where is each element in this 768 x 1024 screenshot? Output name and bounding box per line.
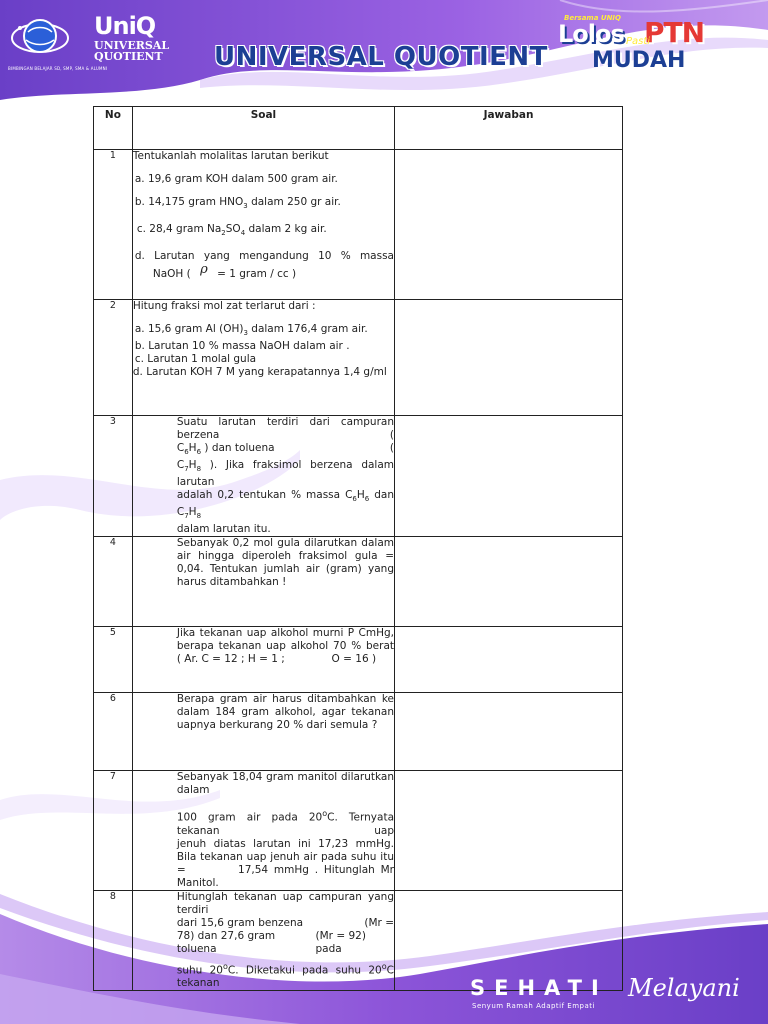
question-line-1: Suatu larutan terdiri dari campuran berzena (	[176, 416, 394, 441]
question-cell	[132, 771, 398, 891]
question-line-5: dalam larutan itu.	[176, 523, 271, 536]
table-row	[94, 537, 623, 627]
footer-subtitle: Senyum Ramah Adaptif Empati	[472, 1002, 595, 1010]
question-intro: Hitung fraksi mol zat terlarut dari :	[132, 300, 316, 312]
row-number: 5	[94, 627, 133, 693]
question-item-d-cont: NaOH ( ρ = 1 gram / cc )	[152, 262, 297, 281]
question-line-3: $C_7H_8$ ). Jika fraksimol berzena dalam larutan	[176, 459, 394, 489]
table-row	[94, 771, 623, 891]
globe-icon	[10, 10, 72, 64]
logo-line2: QUOTIENT	[94, 50, 163, 63]
question-cell	[132, 890, 394, 991]
table-row	[94, 627, 623, 693]
answer-cell[interactable]	[395, 627, 623, 693]
question-item-d: d. Larutan KOH 7 M yang kerapatannya 1,4 g/ml	[132, 366, 387, 379]
question-line-2: $C_6H_6$ ) dan toluena (	[176, 442, 394, 457]
logo-tagline: BIMBINGAN BELAJAR SD, SMP, SMA & ALUMNI	[8, 66, 108, 71]
question-table	[93, 106, 623, 991]
question-item-a: a. 19,6 gram KOH dalam 500 gram air.	[134, 173, 338, 185]
question-item-a: a. 15,6 gram Al $(OH)_3$ dalam 176,4 gram air.	[134, 323, 368, 338]
header-no: No	[94, 107, 133, 150]
promo-small: Bersama UNIQ	[564, 14, 621, 22]
question-cell	[132, 150, 394, 300]
answer-cell[interactable]	[395, 693, 623, 771]
answer-cell[interactable]	[395, 537, 623, 627]
question-line-2: 100 gram air pada 20$^o$C. Ternyata tekanan uap	[176, 809, 394, 837]
table-row	[94, 693, 623, 771]
question-item-c: c. Larutan 1 molal gula	[134, 353, 257, 366]
question-line-2: dari 15,6 gram benzena (Mr =	[176, 916, 394, 929]
table-row	[94, 300, 623, 416]
footer-brand	[470, 976, 750, 1016]
row-number: 7	[94, 771, 133, 891]
melayani-script: Melayani	[628, 974, 740, 1002]
row-number: 4	[94, 537, 133, 627]
row-number: 2	[94, 300, 133, 416]
question-line-rest: jenuh diatas larutan ini 17,23 mmHg. Bila tekanan uap jenuh air pada suhu itu = 17,54 mmHg . Hitunglah Mr Manitol.	[176, 837, 398, 889]
answer-cell[interactable]	[395, 300, 623, 416]
question-item-d: d. Larutan yang mengandung 10 % massa	[134, 250, 394, 263]
answer-cell[interactable]	[395, 416, 623, 537]
row-number: 1	[94, 150, 133, 300]
question-line-1: Hitunglah tekanan uap campuran yang terdiri	[176, 890, 394, 916]
header-soal: Soal	[132, 107, 394, 150]
table-row	[94, 416, 623, 537]
header-jawaban: Jawaban	[395, 107, 623, 150]
question-line-1: Sebanyak 18,04 gram manitol dilarutkan dalam	[176, 771, 394, 797]
question-item-b: b. Larutan 10 % massa NaOH dalam air .	[134, 340, 350, 353]
page-title: UNIVERSAL QUOTIENT	[214, 42, 548, 72]
question-intro: Tentukanlah molalitas larutan berikut	[132, 150, 329, 162]
question-cell: Sebanyak 0,2 mol gula dilarutkan dalam air hingga diperoleh fraksimol gula = 0,04. Tentukan jumlah air (gram) yang harus ditambahkan !	[132, 537, 394, 627]
uniq-logo	[8, 8, 208, 70]
table-header-row	[94, 107, 623, 150]
promo-ptn: PTN	[644, 16, 705, 49]
question-cell	[132, 300, 394, 416]
sehati-wordmark: SEHATI	[470, 976, 608, 1000]
logo-line1: UNIVERSAL	[94, 39, 170, 52]
question-cell	[132, 416, 394, 537]
question-line-4: suhu 20$^o$C. Diketakui pada suhu 20$^o$C tekanan	[176, 961, 394, 990]
question-item-c: c. 28,4 gram $Na_2SO_4$ dalam 2 kg air.	[136, 223, 327, 238]
row-number: 6	[94, 693, 133, 771]
row-number: 3	[94, 416, 133, 537]
question-item-b: b. 14,175 gram $HNO_3$ dalam 250 gr air.	[134, 196, 341, 211]
logo-name	[94, 40, 169, 62]
promo-logo	[556, 12, 756, 78]
table-row	[94, 150, 623, 300]
question-cell: Berapa gram air harus ditambahkan ke dalam 184 gram alkohol, agar tekanan uapnya berkurang 20 % dari semula ?	[132, 693, 394, 771]
question-cell: Jika tekanan uap alkohol murni P CmHg, berapa tekanan uap alkohol 70 % berat ( Ar. C = 12 ; H = 1 ; O = 16 )	[132, 627, 394, 693]
promo-mudah: MUDAH	[592, 48, 686, 73]
row-number: 8	[94, 890, 133, 991]
answer-cell[interactable]	[395, 150, 623, 300]
promo-lolos: Lolos	[558, 20, 624, 48]
question-line-3: 78) dan 27,6 gram toluena (Mr = 92) pada	[176, 929, 366, 955]
answer-cell[interactable]	[395, 771, 623, 891]
question-line-4: adalah 0,2 tentukan % massa $C_6H_6$ dan $C_7H_8$	[176, 489, 394, 521]
logo-brand: UniQ	[94, 12, 156, 40]
promo-pasti: Pasti	[626, 36, 651, 47]
